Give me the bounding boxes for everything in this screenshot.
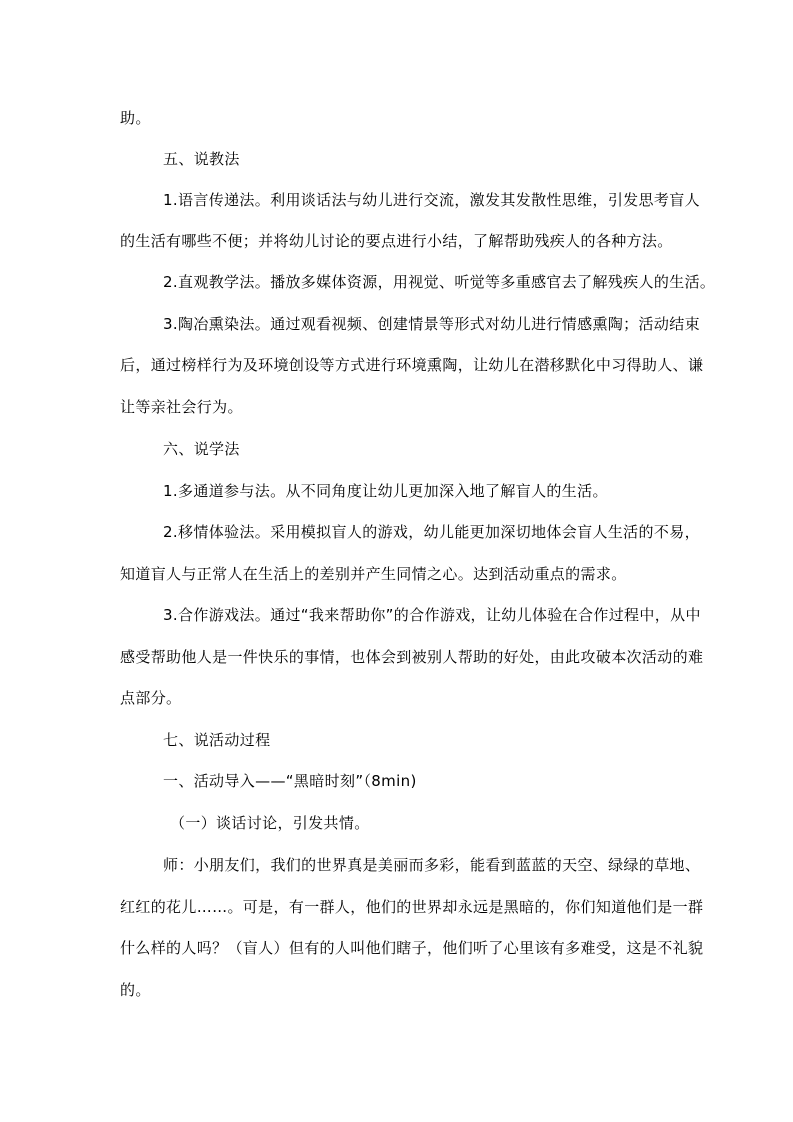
text-line-3: 1.语言传递法。利用谈话法与幼儿进行交流，激发其发散性思维，引发思考盲人 <box>163 191 700 209</box>
text-line-4: 的生活有哪些不便；并将幼儿讨论的要点进行小结，了解帮助残疾人的各种方法。 <box>120 232 673 250</box>
text-line-10: 1.多通道参与法。从不同角度让幼儿更加深入地了解盲人的生活。 <box>163 482 608 500</box>
text-line-11: 2.移情体验法。采用模拟盲人的游戏，幼儿能更加深切地体会盲人生活的不易， <box>163 523 700 541</box>
text-line-15: 点部分。 <box>120 689 182 707</box>
section-heading-learning-methods: 六、说学法 <box>163 440 240 458</box>
text-line-8: 让等亲社会行为。 <box>120 398 243 416</box>
text-line-14: 感受帮助他人是一件快乐的事情，也体会到被别人帮助的好处，由此攻破本次活动的难 <box>120 648 704 666</box>
text-line-1: 助。 <box>120 109 151 127</box>
text-line-22: 的。 <box>120 981 151 999</box>
text-line-6: 3.陶冶熏染法。通过观看视频、创建情景等形式对幼儿进行情感熏陶；活动结束 <box>163 315 700 333</box>
text-line-19: 师：小朋友们，我们的世界真是美丽而多彩，能看到蓝蓝的天空、绿绿的草地、 <box>163 856 701 874</box>
text-line-20: 红红的花儿……。可是，有一群人，他们的世界却永远是黑暗的，你们知道他们是一群 <box>120 898 704 916</box>
section-heading-teaching-methods: 五、说教法 <box>163 150 240 168</box>
text-line-5: 2.直观教学法。播放多媒体资源，用视觉、听觉等多重感官去了解残疾人的生活。 <box>163 273 716 291</box>
subsection-heading-discussion: （一）谈话讨论，引发共情。 <box>170 814 370 832</box>
subsection-heading-activity-intro: 一、活动导入——“黑暗时刻”（8min) <box>163 772 417 790</box>
text-line-7: 后，通过榜样行为及环境创设等方式进行环境熏陶，让幼儿在潜移默化中习得助人、谦 <box>120 356 704 374</box>
text-line-21: 什么样的人吗？（盲人）但有的人叫他们瞎子，他们听了心里该有多难受，这是不礼貌 <box>120 939 704 957</box>
text-line-13: 3.合作游戏法。通过“我来帮助你”的合作游戏，让幼儿体验在合作过程中，从中 <box>163 606 701 624</box>
section-heading-activity-process: 七、说活动过程 <box>163 731 271 749</box>
text-line-12: 知道盲人与正常人在生活上的差别并产生同情之心。达到活动重点的需求。 <box>120 565 627 583</box>
